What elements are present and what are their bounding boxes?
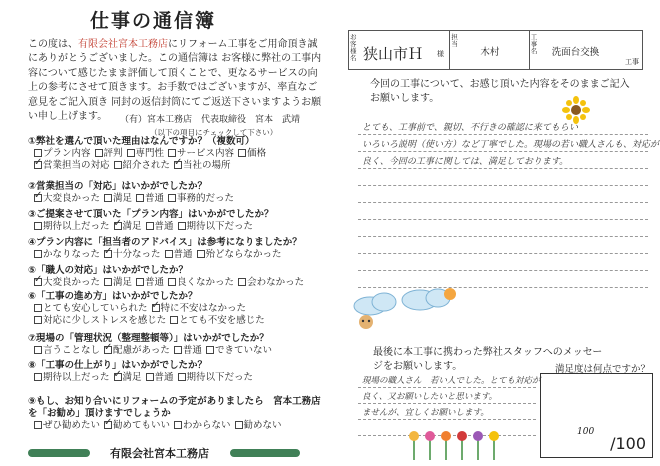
brush-stroke-right [230, 449, 300, 457]
satisfaction-box [540, 373, 653, 458]
option-item [178, 372, 254, 384]
work-label: 工事名 [530, 33, 538, 55]
question-4 [28, 237, 328, 261]
option-item [152, 303, 247, 315]
tulip-illustration [406, 428, 506, 460]
handwritten-message: 良く、又お願いしたいと思います。 [362, 392, 498, 402]
option-item [146, 221, 174, 233]
customer-suffix: 様 [437, 50, 444, 58]
option-item [114, 160, 171, 172]
option-label: 価格 [247, 148, 267, 159]
option-item [136, 277, 164, 289]
checkbox[interactable] [178, 373, 186, 381]
signature: （有）宮本工務店 代表取締役 宮本 武靖 [120, 115, 301, 125]
checkbox[interactable] [168, 278, 176, 286]
checkbox[interactable] [174, 421, 182, 429]
ruled-line [358, 169, 648, 186]
option-group [28, 420, 328, 432]
option-item [174, 345, 202, 357]
checkbox[interactable] [152, 304, 160, 312]
option-label: 満足 [113, 277, 133, 288]
option-label: 満足 [122, 372, 142, 383]
option-group [28, 193, 328, 205]
option-group [28, 148, 328, 172]
checkbox[interactable] [34, 373, 42, 381]
option-label: 普通 [154, 221, 174, 232]
option-label: 勧めない [243, 420, 282, 431]
satisfaction-label: 満足度は何点ですか？ [555, 364, 651, 375]
checkbox[interactable] [174, 161, 182, 169]
option-item [168, 193, 234, 205]
cloud-mascot-illustration [350, 286, 470, 332]
option-label: 紹介された [122, 160, 171, 171]
checkbox[interactable] [238, 149, 246, 157]
option-item [34, 420, 100, 432]
checkbox[interactable] [146, 222, 154, 230]
header-table [348, 30, 643, 70]
option-label: 大変良かった [43, 193, 101, 204]
ruled-line [358, 118, 648, 135]
option-group [28, 221, 328, 233]
work-cell [530, 31, 642, 69]
option-label: 普通 [145, 277, 165, 288]
option-item [34, 345, 100, 357]
work-name: 洗面台交換 [551, 47, 600, 58]
option-item [34, 193, 100, 205]
comment-lines [358, 118, 660, 288]
option-label: サービス内容 [177, 148, 235, 159]
question-9 [28, 396, 328, 432]
question-title: ④プラン内容に「担当者のアドバイス」は参考になりましたか？ [28, 237, 302, 248]
option-item [168, 277, 234, 289]
option-group [28, 277, 328, 289]
option-label: ぜひ勧めたい [43, 420, 101, 431]
checkbox[interactable] [146, 373, 154, 381]
ruled-line [358, 203, 648, 220]
checkbox[interactable] [206, 346, 214, 354]
option-item [104, 345, 170, 357]
check-note: （以下の項目にチェックして下さい） [150, 128, 278, 137]
ruled-line [358, 186, 648, 203]
checkbox[interactable] [34, 222, 42, 230]
checkbox[interactable] [114, 373, 122, 381]
question-title: ②営業担当の「対応」はいかがでしたか？ [28, 181, 208, 192]
option-item [197, 249, 282, 261]
checkbox[interactable] [34, 346, 42, 354]
ruled-line [358, 404, 536, 420]
option-label: 満足 [113, 193, 133, 204]
option-label: 普通 [145, 193, 165, 204]
checkbox[interactable] [34, 149, 42, 157]
checkbox[interactable] [165, 250, 173, 258]
checkbox[interactable] [104, 250, 112, 258]
option-label: 十分なった [113, 249, 161, 260]
option-label: できていない [214, 345, 272, 356]
checkbox[interactable] [34, 250, 42, 258]
option-label: 期待以下だった [186, 372, 254, 383]
option-label: 配慮があった [113, 345, 170, 356]
checkbox[interactable] [34, 194, 42, 202]
option-group [28, 249, 328, 261]
option-label: かなりなった [43, 249, 101, 260]
option-label: 大変良かった [43, 277, 101, 288]
option-label: 普通 [154, 372, 174, 383]
handwritten-message: ませんが、宜しくお願いします。 [362, 408, 489, 418]
option-label: 対応に少しストレスを感じた [43, 315, 167, 326]
checkbox[interactable] [197, 250, 205, 258]
checkbox[interactable] [104, 346, 112, 354]
handwritten-comment: とても、工事前で、親切、不行きの確認に来てもらい [362, 123, 578, 133]
footer-company: 有限会社宮本工務店 [110, 447, 209, 460]
option-item [34, 315, 166, 327]
intro-part-b: にリフォーム工事をご用命頂き誠にありがとうございました。この通信簿は お客様に弊社の工事内容について感じたまま評価して頂くことで、更なるサービスの向上の参考にさせて頂きます。お手数ではございますが、率直なご意見をご記入頂き 同封の返信封筒にてご返送下さいますようお願い申し上げます。 [28, 39, 322, 123]
option-label: 普通 [182, 345, 202, 356]
checkbox[interactable] [127, 149, 135, 157]
option-group [28, 345, 328, 357]
option-group [28, 372, 328, 384]
option-item [127, 148, 165, 160]
customer-cell [349, 31, 450, 69]
staff-name: 木村 [480, 47, 500, 58]
question-6 [28, 291, 328, 327]
question-3 [28, 209, 328, 233]
option-item [174, 420, 231, 432]
option-label: 評判 [103, 148, 123, 159]
ruled-line [358, 372, 541, 388]
checkbox[interactable] [136, 278, 144, 286]
option-label: 殆どならなかった [205, 249, 282, 260]
handwritten-message: 現場の職人さん 若い人でした。とても対応が [362, 376, 541, 386]
option-label: 特に不安はなかった [160, 303, 247, 314]
question-title: ⑧「工事の仕上がり」はいかがでしたか？ [28, 360, 208, 371]
option-label: プラン内容 [43, 148, 91, 159]
ruled-line [358, 254, 648, 271]
option-label: 当社の場所 [183, 160, 231, 171]
option-item [34, 148, 91, 160]
checkbox[interactable] [34, 161, 42, 169]
satisfaction-handwritten: 100 [577, 427, 595, 437]
question-8 [28, 360, 328, 384]
option-label: 良くなかった [177, 277, 235, 288]
option-label: わからない [183, 420, 231, 431]
question-title: ①弊社を選んで頂いた理由はなんですか？（複数可） [28, 136, 255, 147]
message-prompt: 最後に本工事に携わった弊社スタッフへのメッセージをお願いします。 [373, 347, 603, 372]
checkbox[interactable] [95, 149, 103, 157]
checkbox[interactable] [168, 194, 176, 202]
ruled-line [358, 220, 648, 237]
checkbox[interactable] [114, 161, 122, 169]
question-title: ⑦現場の「管理状況（整理整頓等）」はいかがでしたか？ [28, 333, 269, 344]
question-title: ⑥「工事の進め方」はいかがでしたか？ [28, 291, 198, 302]
checkbox[interactable] [114, 222, 122, 230]
checkbox[interactable] [34, 316, 42, 324]
option-label: 会わなかった [247, 277, 305, 288]
customer-name: 狭山市Ｈ [363, 45, 424, 63]
option-item [235, 420, 282, 432]
option-item [104, 277, 132, 289]
checkbox[interactable] [170, 316, 178, 324]
option-item [174, 160, 231, 172]
checkbox[interactable] [168, 149, 176, 157]
option-item [238, 148, 266, 160]
option-item [238, 277, 304, 289]
work-suffix: 工事 [625, 58, 639, 66]
option-item [170, 315, 265, 327]
option-label: とても不安を感じた [179, 315, 265, 326]
survey-right-page [330, 0, 660, 466]
option-item [104, 249, 161, 261]
checkbox[interactable] [178, 222, 186, 230]
option-item [136, 193, 164, 205]
option-item [178, 221, 254, 233]
option-label: 勧めてもいい [113, 420, 171, 431]
option-label: 満足 [122, 221, 142, 232]
option-item [114, 221, 142, 233]
checkbox[interactable] [104, 421, 112, 429]
option-item [34, 303, 148, 315]
option-group [28, 303, 328, 327]
checkbox[interactable] [34, 421, 42, 429]
comment-prompt: 今回の工事について、お感じ頂いた内容をそのままご記入お願いします。 [370, 79, 630, 104]
checkbox[interactable] [238, 278, 246, 286]
option-label: 専門性 [135, 148, 165, 159]
option-label: 期待以上だった [43, 221, 110, 232]
question-title: ⑨もし、お知り合いにリフォームの予定がありましたら 宮本工務店を「お勧め」頂けますでしょうか [28, 396, 321, 419]
option-label: 期待以上だった [43, 372, 110, 383]
question-7 [28, 333, 328, 357]
checkbox[interactable] [174, 346, 182, 354]
option-label: とても安心していられた [43, 303, 148, 314]
option-item [104, 193, 132, 205]
option-item [34, 160, 110, 172]
message-lines [358, 372, 541, 436]
page-title: 仕事の通信簿 [90, 10, 217, 32]
option-item [95, 148, 123, 160]
staff-cell [450, 31, 529, 69]
option-item [206, 345, 272, 357]
option-item [104, 420, 170, 432]
option-item [34, 221, 110, 233]
ruled-line [358, 135, 660, 152]
intro-company: 有限会社宮本工務店 [78, 39, 168, 50]
checkbox[interactable] [104, 278, 112, 286]
customer-label: お客様名 [350, 33, 357, 62]
checkbox[interactable] [104, 194, 112, 202]
question-title: ⑤「職人の対応」はいかがでしたか？ [28, 265, 189, 276]
ruled-line [358, 237, 648, 254]
satisfaction-value: /100 [610, 434, 646, 453]
handwritten-comment: 良く、今回の工事に関しては、満足しております。 [362, 157, 569, 167]
handwritten-comment: いろいろ説明（使い方）など丁寧でした。現場の若い職人さんも、対応が [362, 140, 660, 150]
ruled-line [358, 152, 648, 169]
staff-label: 担当 [451, 33, 458, 48]
option-label: 営業担当の対応 [43, 160, 110, 171]
brush-stroke-left [28, 449, 90, 457]
option-item [165, 249, 193, 261]
option-item [34, 277, 100, 289]
option-item [114, 372, 142, 384]
option-item [34, 249, 100, 261]
question-2 [28, 181, 328, 205]
checkbox[interactable] [34, 278, 42, 286]
checkbox[interactable] [235, 421, 243, 429]
question-5 [28, 265, 328, 289]
option-label: 言うことなし [43, 345, 101, 356]
option-label: 普通 [173, 249, 193, 260]
ruled-line [358, 388, 536, 404]
option-item [146, 372, 174, 384]
option-label: 事務的だった [177, 193, 235, 204]
question-title: ③ご提案させて頂いた「プラン内容」はいかがでしたか？ [28, 209, 274, 220]
checkbox[interactable] [34, 304, 42, 312]
intro-part-a: この度は、 [28, 39, 78, 50]
option-item [34, 372, 110, 384]
checkbox[interactable] [136, 194, 144, 202]
question-1 [28, 136, 328, 172]
option-label: 期待以下だった [186, 221, 254, 232]
